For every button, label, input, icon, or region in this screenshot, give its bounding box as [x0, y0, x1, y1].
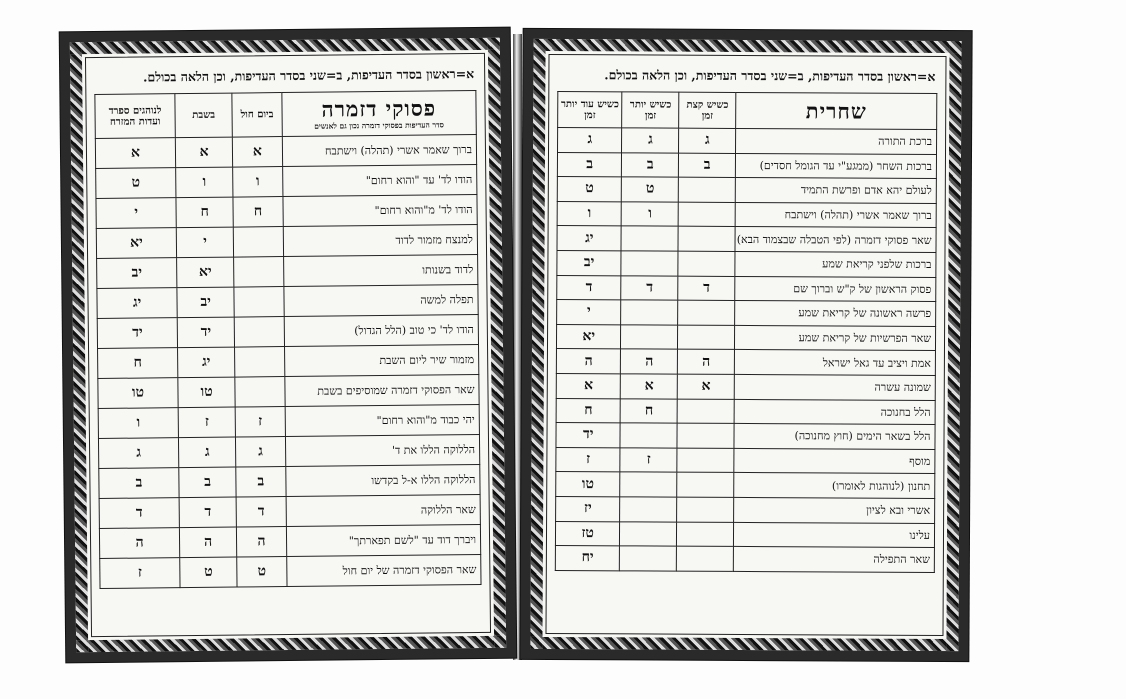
priority-cell-b: ט [622, 177, 679, 202]
ornamental-frame [530, 39, 961, 651]
prayer-item-cell: לעולם יהא אדם ופרשת התמיד [735, 178, 936, 204]
priority-cell-a [678, 227, 735, 252]
table-title-cell [736, 92, 937, 129]
priority-cell-b [620, 546, 677, 571]
priority-cell-shabbat: י [176, 227, 233, 258]
table-row [98, 375, 479, 409]
priority-cell-b: ה [621, 349, 678, 374]
priority-cell-shabbat: יג [178, 347, 235, 378]
priority-cell-c: יג [557, 226, 622, 251]
prayer-item-cell: הלל בחנוכה [734, 399, 935, 425]
table-body [95, 135, 481, 589]
priority-cell-a: ה [678, 349, 735, 374]
column-header-most-time: כשיש עוד יותר זמן [558, 92, 623, 128]
table-title-cell [282, 91, 477, 137]
priority-cell-shabbat: יד [177, 317, 234, 348]
table-row [98, 345, 479, 379]
prayer-item-cell: ברכת התורה [736, 128, 937, 154]
prayer-item-cell: יהי כבוד מ"והוא רחום" [285, 405, 480, 437]
table-subtitle: סדר העדיפות בפסוקי דזמרה נכון גם לאנשים [314, 119, 444, 131]
priority-cell-weekday: ו [233, 167, 283, 198]
table-row [557, 201, 936, 228]
table-row [556, 324, 935, 351]
priority-cell-sefardi: ב [99, 468, 179, 499]
priority-cell-weekday: ט [237, 557, 287, 588]
priority-cell-sefardi: ח [98, 348, 178, 379]
priority-cell-sefardi: יא [96, 228, 176, 259]
table-row [98, 435, 479, 469]
prayer-item-cell: תחנון (לנוהגות לאומרו) [734, 473, 935, 499]
table-row [558, 128, 937, 155]
priority-cell-c: יב [557, 250, 622, 275]
priority-cell-b: ב [622, 152, 679, 177]
table-row [556, 496, 935, 523]
priority-cell-shabbat: יב [177, 287, 234, 318]
priority-cell-a [678, 251, 735, 276]
priority-cell-shabbat: א [175, 137, 232, 168]
prayer-item-cell: ברכות שלפני קריאת שמע [735, 251, 936, 277]
ornamental-frame [70, 38, 506, 652]
prayer-item-cell: שאר הפסוקי דזמרה של יום חול [286, 554, 481, 586]
priority-cell-shabbat: ד [179, 497, 236, 528]
priority-cell-weekday [233, 227, 283, 258]
priority-cell-sefardi: ט [96, 168, 176, 199]
table-row [556, 472, 935, 499]
prayer-item-cell: הלל בשאר הימים (חוץ מחנוכה) [734, 424, 935, 450]
priority-cell-c: ד [557, 275, 622, 300]
priority-cell-sefardi: ד [99, 498, 179, 529]
priority-cell-a [679, 177, 736, 202]
priority-cell-b [621, 251, 678, 276]
shacharit-table [555, 91, 938, 573]
table-row [95, 135, 476, 169]
table-row [96, 165, 477, 199]
priority-cell-a: ג [679, 128, 736, 153]
column-header-sefardi: לנוהגים ספרד ועדות המזרח [95, 94, 175, 139]
table-row [556, 349, 935, 376]
table-row [96, 195, 477, 229]
priority-cell-a [677, 448, 734, 473]
column-header-more-time: כשיש יותר זמן [622, 92, 679, 128]
priority-cell-b: ז [620, 448, 677, 473]
column-header-weekday: ביום חול [232, 93, 282, 138]
priority-cell-sefardi: יב [97, 258, 177, 289]
prayer-item-cell: הודו לד' מ"והוא רחום" [283, 195, 478, 227]
table-row [97, 255, 478, 289]
priority-cell-a [678, 300, 735, 325]
priority-cell-sefardi: ו [98, 408, 178, 439]
table-row [99, 494, 480, 528]
priority-cell-weekday [234, 257, 284, 288]
table-row [97, 315, 478, 349]
prayer-item-cell: ברוך שאמר אשרי (תהלה) וישתבח [282, 135, 477, 167]
priority-cell-weekday [235, 377, 285, 408]
priority-cell-c: ה [556, 349, 621, 374]
priority-cell-weekday: ז [235, 407, 285, 438]
prayer-item-cell: הללוקה הללו את ד' [285, 435, 480, 467]
priority-cell-c: יא [556, 324, 621, 349]
priority-cell-weekday: ג [236, 437, 286, 468]
table-row [557, 275, 936, 302]
priority-cell-c: ב [557, 152, 622, 177]
priority-cell-b [621, 325, 678, 350]
priority-cell-b [620, 423, 677, 448]
priority-cell-b: ח [621, 398, 678, 423]
prayer-item-cell: שאר הפרשיות של קריאת שמע [735, 325, 936, 351]
priority-cell-shabbat: ג [178, 437, 235, 468]
prayer-item-cell: למנצח מזמור לדוד [283, 225, 478, 257]
priority-cell-sefardi: ג [98, 438, 178, 469]
priority-cell-weekday: ה [237, 527, 287, 558]
priority-cell-a [677, 472, 734, 497]
prayer-item-cell: ברכות השחר (ממגע"י עד הגומל חסדים) [736, 153, 937, 179]
priority-cell-sefardi: א [95, 138, 175, 169]
priority-cell-shabbat: ז [178, 407, 235, 438]
priority-cell-weekday [234, 287, 284, 318]
priority-cell-a: א [677, 374, 734, 399]
prayer-item-cell: שמונה עשרה [734, 374, 935, 400]
priority-cell-sefardi: יד [97, 318, 177, 349]
prayer-item-cell: תפלה למשה [284, 285, 479, 317]
priority-legend: א=ראשון בסדר העדיפות, ב=שני בסדר העדיפות, וכן הלאה בכולם. [604, 67, 936, 84]
priority-cell-c: ט [557, 177, 622, 202]
prayer-item-cell: אמת ויציב עד גאל ישראל [734, 350, 935, 376]
shacharit-card [520, 29, 971, 661]
priority-cell-b [621, 226, 678, 251]
prayer-item-cell: הודו לד' עד "והוא רחום" [282, 165, 477, 197]
priority-cell-c: א [556, 373, 621, 398]
priority-legend: א=ראשון בסדר העדיפות, ב=שני בסדר העדיפות, וכן הלאה בכולם. [142, 66, 475, 85]
priority-cell-sefardi: י [96, 198, 176, 229]
priority-cell-b [620, 497, 677, 522]
pesukei-dezimra-card [60, 28, 517, 663]
priority-cell-b [621, 300, 678, 325]
table-row [555, 521, 934, 548]
priority-cell-shabbat: יא [177, 257, 234, 288]
priority-cell-weekday: א [232, 137, 282, 168]
priority-cell-a: ב [679, 153, 736, 178]
priority-cell-a [677, 497, 734, 522]
priority-cell-sefardi: ה [99, 528, 179, 559]
table-row [556, 398, 935, 425]
prayer-item-cell: אשרי ובא לציון [734, 497, 935, 523]
priority-cell-shabbat: ח [176, 197, 233, 228]
table-body [555, 128, 936, 573]
priority-cell-weekday [235, 347, 285, 378]
table-row [555, 546, 934, 573]
priority-cell-b: א [621, 374, 678, 399]
prayer-item-cell: שאר התפילה [733, 547, 934, 573]
priority-cell-shabbat: טו [178, 377, 235, 408]
prayer-item-cell: שאר פסוקי דזמרה (לפי הטבלה שבצמוד הבא) [735, 227, 936, 253]
prayer-item-cell: לדוד בשנותו [283, 255, 478, 287]
priority-cell-c: יז [556, 496, 621, 521]
pesukei-dezimra-table [94, 90, 481, 589]
prayer-item-cell: ויברך דוד עד "לשם תפארתך" [286, 524, 481, 556]
priority-cell-c: יד [556, 423, 621, 448]
priority-cell-a [678, 202, 735, 227]
priority-cell-shabbat: ב [179, 467, 236, 498]
priority-cell-a: ד [678, 276, 735, 301]
priority-cell-shabbat: ט [180, 557, 237, 588]
table-row [557, 250, 936, 277]
priority-cell-weekday: ב [236, 467, 286, 498]
priority-cell-a [677, 546, 734, 571]
prayer-item-cell: שאר הפסוקי דזמרה שמוסיפים בשבת [285, 375, 480, 407]
table-row [556, 423, 935, 450]
prayer-item-cell: שאר הללוקה [286, 494, 481, 526]
table-row [99, 464, 480, 498]
priority-cell-b [620, 521, 677, 546]
prayer-item-cell: מזמור שיר ליום השבת [284, 345, 479, 377]
priority-cell-a [677, 423, 734, 448]
priority-cell-a [677, 522, 734, 547]
table-title: שחרית [805, 97, 867, 124]
table-row [100, 554, 481, 588]
prayer-item-cell: מוסף [734, 448, 935, 474]
priority-cell-c: י [557, 300, 622, 325]
priority-cell-c: ז [556, 447, 621, 472]
prayer-item-cell: פסוק הראשון של ק"ש וברוך שם [735, 276, 936, 302]
prayer-item-cell: ברוך שאמר אשרי (תהלה) וישתבח [735, 202, 936, 228]
prayer-item-cell: עלינו [734, 522, 935, 548]
table-row [98, 405, 479, 439]
priority-cell-weekday: ד [236, 497, 286, 528]
table-row [96, 225, 477, 259]
table-row [556, 447, 935, 474]
table-row [557, 226, 936, 253]
priority-cell-shabbat: ו [176, 167, 233, 198]
priority-cell-weekday: ח [233, 197, 283, 228]
priority-cell-c: טז [555, 521, 620, 546]
prayer-item-cell: הללוקה הללו א-ל בקדשו [285, 464, 480, 496]
priority-cell-b: ג [622, 128, 679, 153]
prayer-item-cell: פרשה ראשונה של קריאת שמע [735, 301, 936, 327]
priority-cell-c: יח [555, 546, 620, 571]
table-row [556, 373, 935, 400]
priority-cell-c: ו [557, 201, 622, 226]
table-row [557, 152, 936, 179]
column-header-shabbat: בשבת [175, 93, 233, 138]
priority-cell-sefardi: טו [98, 378, 178, 409]
priority-cell-weekday [234, 317, 284, 348]
priority-cell-sefardi: יג [97, 288, 177, 319]
priority-cell-c: ג [558, 128, 623, 153]
priority-cell-sefardi: ז [100, 558, 180, 589]
table-row [97, 285, 478, 319]
column-header-little-time: כשיש קצת זמן [679, 92, 736, 128]
priority-cell-c: ח [556, 398, 621, 423]
priority-cell-b [620, 472, 677, 497]
prayer-item-cell: הודו לד' כי טוב (הלל הגדול) [284, 315, 479, 347]
table-title: פסוקי דזמרה [321, 94, 437, 122]
priority-cell-b: ד [621, 275, 678, 300]
table-row [557, 300, 936, 327]
table-row [99, 524, 480, 558]
priority-cell-b: ו [622, 202, 679, 227]
priority-cell-c: טו [556, 472, 621, 497]
priority-cell-a [677, 399, 734, 424]
priority-cell-shabbat: ה [179, 527, 236, 558]
priority-cell-a [678, 325, 735, 350]
table-row [557, 177, 936, 204]
